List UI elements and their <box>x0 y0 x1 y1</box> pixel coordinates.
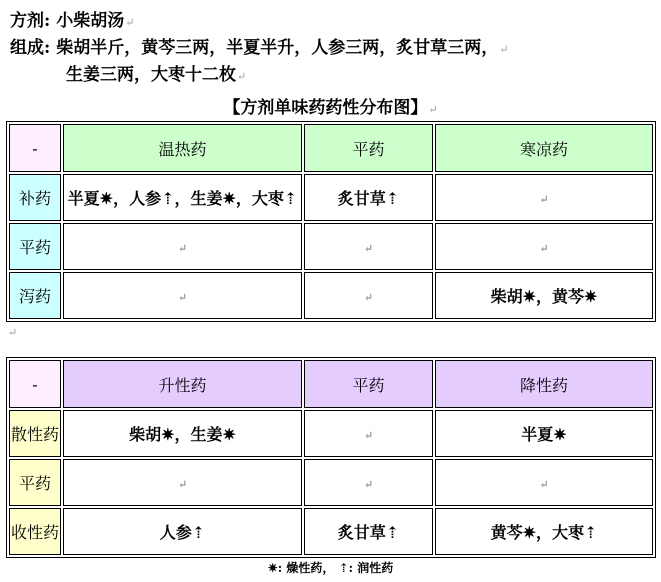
table1-cell <box>63 272 302 319</box>
table1-cell: 柴胡✷，黄芩✷ <box>435 272 653 319</box>
property-table-tonify <box>6 121 656 322</box>
table2-cell: 黄芩✷，大枣⇡ <box>435 508 653 555</box>
table1-cell <box>304 223 433 270</box>
para-mark: ↵ <box>8 326 18 339</box>
table1-col-header: 寒凉药 <box>435 124 653 172</box>
table2-cell <box>435 459 653 506</box>
table-row <box>9 272 653 319</box>
table1-cell <box>435 174 653 221</box>
composition-line <box>10 33 508 58</box>
table-row <box>9 410 653 457</box>
cell-end-mark: ↵ <box>177 242 188 255</box>
table2-row-header: 收性药 <box>9 508 61 555</box>
chart-title <box>0 93 661 118</box>
table2-row-header: 散性药 <box>9 410 61 457</box>
table1-row-header: 补药 <box>9 174 61 221</box>
para-mark: ↵ <box>237 70 247 83</box>
table1-corner: - <box>9 124 61 172</box>
table2-row-header: 平药 <box>9 459 61 506</box>
formula-line <box>10 6 134 31</box>
cell-end-mark: ↵ <box>177 478 188 491</box>
table-row <box>9 508 653 555</box>
chart-title-text: 【方剂单味药药性分布图】 <box>223 98 428 118</box>
composition-line-2 <box>66 60 246 85</box>
table2-cell <box>63 459 302 506</box>
para-mark: ↵ <box>125 16 135 29</box>
cell-end-mark: ↵ <box>539 193 549 206</box>
composition-text-1: 柴胡半斤，黄芩三两，半夏半升，人参三两，炙甘草三两， <box>56 38 499 58</box>
table1-cell <box>63 223 302 270</box>
para-mark: ↵ <box>499 43 509 56</box>
table1-row-header: 泻药 <box>9 272 61 319</box>
cell-end-mark: ↵ <box>363 242 374 255</box>
composition-text-2: 生姜三两，大枣十二枚 <box>66 65 236 85</box>
para-mark: ↵ <box>428 103 438 116</box>
formula-name: 小柴胡汤 <box>56 11 125 31</box>
table2-corner: - <box>9 360 61 408</box>
table1-col-header: 平药 <box>304 124 433 172</box>
cell-end-mark: ↵ <box>363 478 374 491</box>
cell-end-mark: ↵ <box>539 242 549 255</box>
cell-end-mark: ↵ <box>363 291 374 304</box>
table2-col-header: 升性药 <box>63 360 302 408</box>
table2-cell: 半夏✷ <box>435 410 653 457</box>
table1-col-header: 温热药 <box>63 124 302 172</box>
table1-cell: 炙甘草⇡ <box>304 174 433 221</box>
cell-end-mark: ↵ <box>363 429 374 442</box>
table-row <box>9 459 653 506</box>
table2-col-header: 平药 <box>304 360 433 408</box>
table2-cell: 柴胡✷，生姜✷ <box>63 410 302 457</box>
table1-row-header: 平药 <box>9 223 61 270</box>
legend: ✷: 燥性药， ⇡: 润性药 <box>267 561 394 575</box>
table2-col-header: 降性药 <box>435 360 653 408</box>
cell-end-mark: ↵ <box>177 291 188 304</box>
table-row <box>9 174 653 221</box>
formula-label: 方剂: <box>10 11 51 31</box>
table-row <box>9 223 653 270</box>
table1-cell <box>435 223 653 270</box>
table2-cell <box>304 459 433 506</box>
table2-cell <box>304 410 433 457</box>
table1-cell: 半夏✷，人参⇡，生姜✷，大枣⇡ <box>63 174 302 221</box>
property-table-disperse <box>6 357 656 558</box>
cell-end-mark: ↵ <box>539 478 549 491</box>
table2-cell: 炙甘草⇡ <box>304 508 433 555</box>
table1-cell <box>304 272 433 319</box>
table2-cell: 人参⇡ <box>63 508 302 555</box>
composition-label: 组成: <box>10 38 51 58</box>
